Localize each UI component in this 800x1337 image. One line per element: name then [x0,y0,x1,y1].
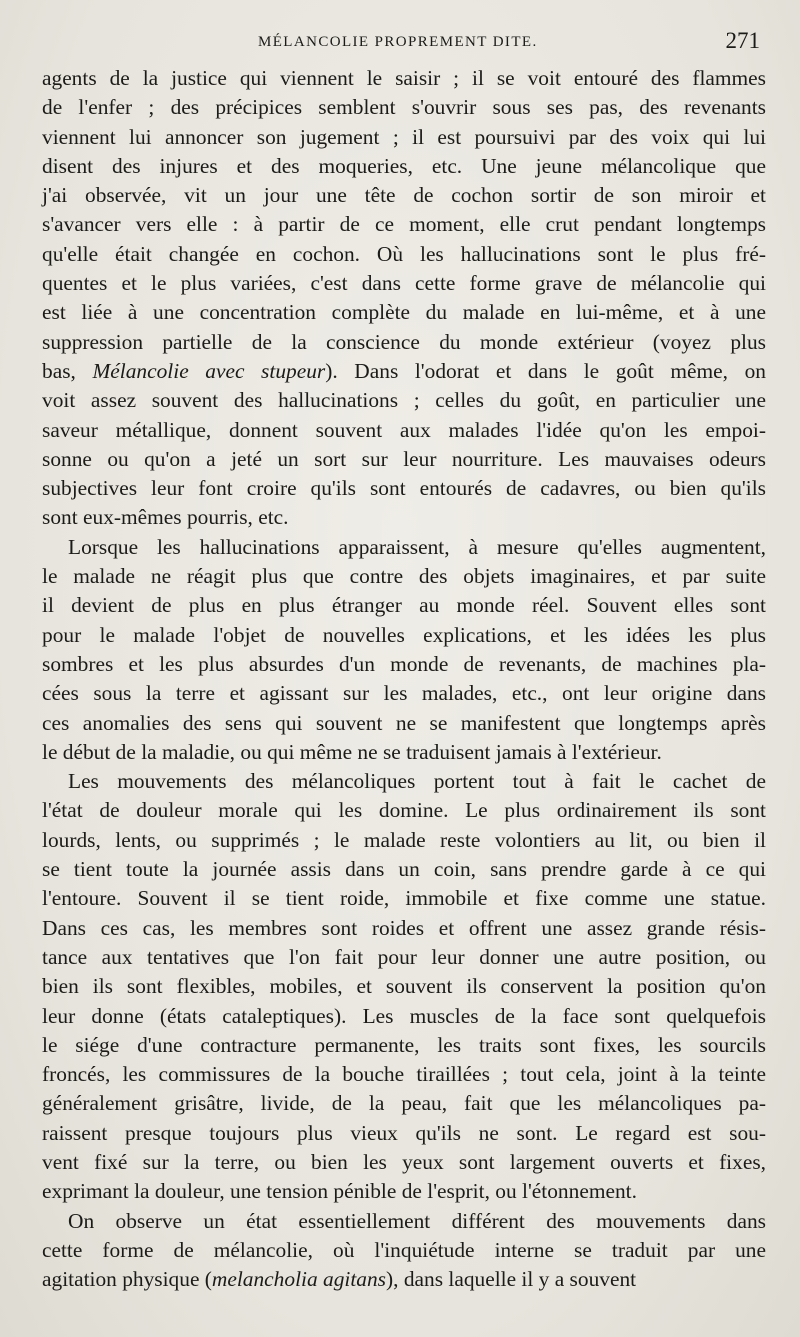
italic-term: melancholia agitans [211,1267,386,1292]
text-line: bien ils sont flexibles, mobiles, et souvent ils conservent la position qu'on [42,974,766,999]
text-line: disent des injures et des moqueries, etc. Une jeune mélancolique que [42,153,766,178]
text-line: le siége d'une contracture permanente, les traits sont fixes, les sourcils [42,1032,766,1057]
italic-term: Mélancolie avec stupeur [92,358,326,383]
text-line: subjectives leur font croire qu'ils sont entourés de cadavres, ou bien qu'ils [42,476,766,501]
text-line: quentes et le plus variées, c'est dans cette forme grave de mélancolie qui [42,271,766,296]
text-line: agitation physique (melancholia agitans), dans laquelle il y a souvent [42,1267,637,1292]
text-line: se tient toute la journée assis dans un coin, sans prendre garde à ce qui [42,857,766,882]
body-text [42,64,766,1294]
text-line: Les mouvements des mélancoliques portent tout à fait le cachet de [68,769,766,794]
text-line: Lorsque les hallucinations apparaissent, à mesure qu'elles augmentent, [68,534,766,559]
text-line: exprimant la douleur, une tension pénible de l'esprit, ou l'étonnement. [42,1179,637,1204]
paragraph [42,533,766,767]
running-title: MÉLANCOLIE PROPREMENT DITE. [258,34,538,50]
paragraph [42,64,766,533]
text-line: de l'enfer ; des précipices semblent s'ouvrir sous ses pas, des revenants [42,95,766,120]
text-line: le début de la maladie, ou qui même ne se traduisent jamais à l'extérieur. [42,739,662,764]
text-line: saveur métallique, donnent souvent aux malades l'idée qu'on les empoi- [42,417,766,442]
text-line: bas, Mélancolie avec stupeur). Dans l'odorat et dans le goût même, on [42,358,766,383]
text-line: On observe un état essentiellement différent des mouvements dans [68,1208,766,1233]
text-line: le malade ne réagit plus que contre des objets imaginaires, et par suite [42,564,766,589]
text-line: sonne ou qu'on a jeté un sort sur leur nourriture. Les mauvaises odeurs [42,446,766,471]
text-line: froncés, les commissures de la bouche tiraillées ; tout cela, joint à la teinte [42,1062,766,1087]
paragraph [42,767,766,1206]
text-line: sont eux-mêmes pourris, etc. [42,505,289,530]
text-line: leur donne (états cataleptiques). Les muscles de la face sont quelquefois [42,1003,766,1028]
text-line: agents de la justice qui viennent le saisir ; il se voit entouré des flammes [42,66,766,90]
text-line: pour le malade l'objet de nouvelles explications, et les idées les plus [42,622,766,647]
text-line: Dans ces cas, les membres sont roides et offrent une assez grande résis- [42,915,766,940]
text-line: raissent presque toujours plus vieux qu'ils ne sont. Le regard est sou- [42,1120,766,1145]
text-line: lourds, lents, ou supprimés ; le malade reste volontiers au lit, ou bien il [42,827,766,852]
text-line: généralement grisâtre, livide, de la peau, fait que les mélancoliques pa- [42,1091,766,1116]
text-line: l'entoure. Souvent il se tient roide, immobile et fixe comme une statue. [42,886,766,911]
text-line: tance aux tentatives que l'on fait pour leur donner une autre position, ou [42,944,766,969]
paragraph [42,1207,766,1295]
text-line: il devient de plus en plus étranger au monde réel. Souvent elles sont [42,593,766,618]
text-line: viennent lui annoncer son jugement ; il est poursuivi par des voix qui lui [42,124,766,149]
text-line: est liée à une concentration complète du malade en lui-même, et à une [42,300,766,325]
text-line: ces anomalies des sens qui souvent ne se manifestent que longtemps après [42,710,766,735]
text-line: cette forme de mélancolie, où l'inquiétude interne se traduit par une [42,1237,766,1262]
text-line: qu'elle était changée en cochon. Où les hallucinations sont le plus fré- [42,241,766,266]
text-line: sombres et les plus absurdes d'un monde de revenants, de machines pla- [42,651,766,676]
text-line: cées sous la terre et agissant sur les malades, etc., ont leur origine dans [42,681,766,706]
text-line: s'avancer vers elle : à partir de ce moment, elle crut pendant longtemps [42,212,766,237]
running-head [62,30,760,58]
text-line: vent fixé sur la terre, ou bien les yeux sont largement ouverts et fixes, [42,1149,766,1174]
text-line: l'état de douleur morale qui les domine. Le plus ordinairement ils sont [42,798,766,823]
text-line: voit assez souvent des hallucinations ; celles du goût, en particulier une [42,388,766,413]
text-line: j'ai observée, vit un jour une tête de cochon sortir de son miroir et [42,183,766,208]
page-number: 271 [725,28,760,53]
text-line: suppression partielle de la conscience du monde extérieur (voyez plus [42,329,766,354]
